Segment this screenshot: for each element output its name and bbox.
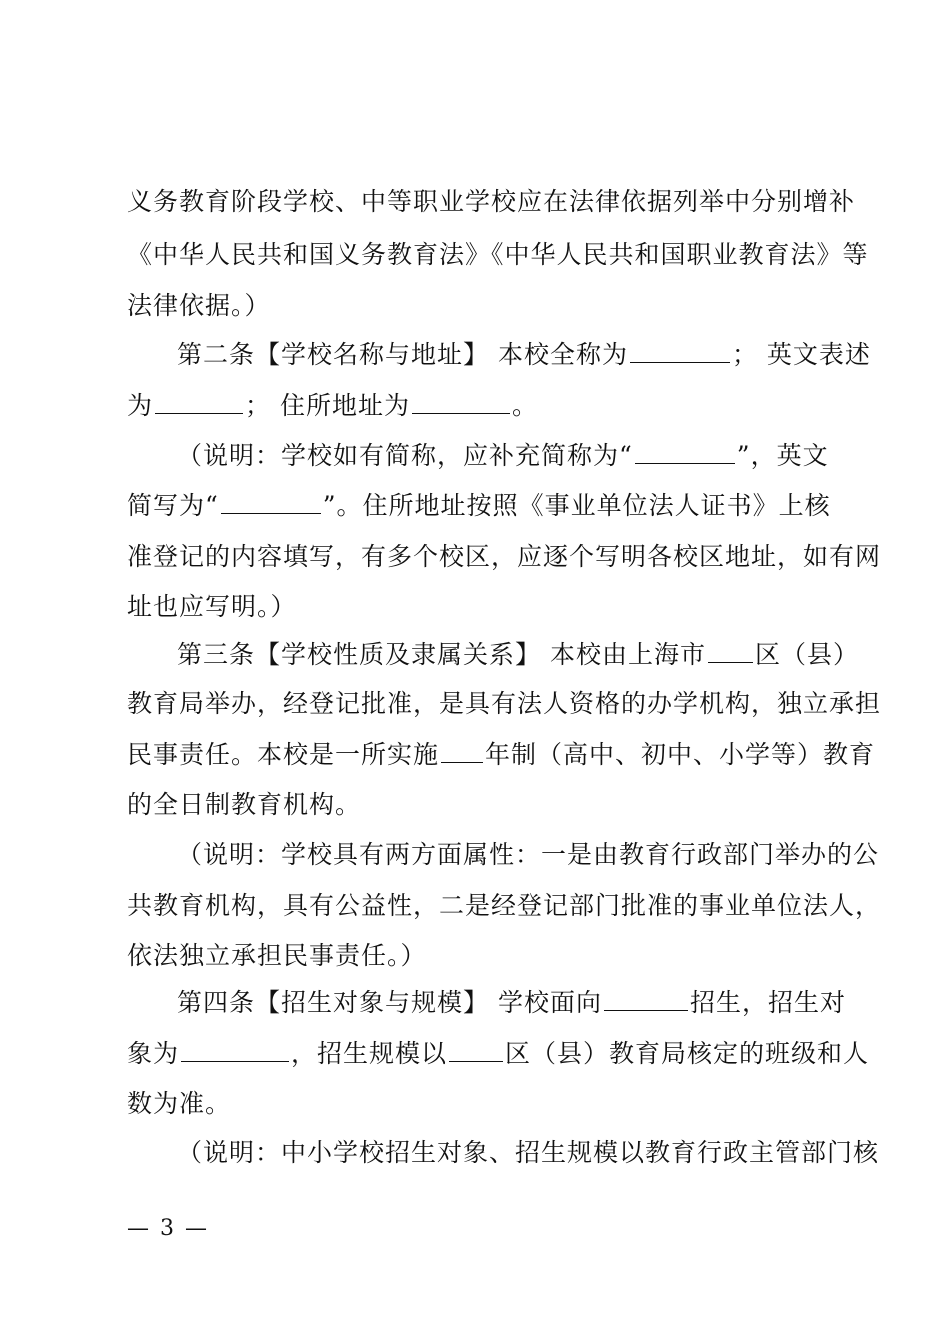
note-line: 共教育机构，具有公益性，二是经登记部门批准的事业单位法人，	[127, 891, 882, 920]
article-3-heading: 第三条【学校性质及隶属关系】 本校由上海市 区（县）	[177, 640, 859, 669]
note-line: （说明：中小学校招生对象、招生规模以教育行政主管部门核	[177, 1138, 880, 1167]
page-number: — 3 —	[127, 1216, 209, 1241]
blank-field	[221, 491, 321, 514]
text-line: 的全日制教育机构。	[127, 790, 362, 819]
article-4-heading: 第四条【招生对象与规模】 学校面向 招生，招生对	[177, 988, 846, 1017]
note-line: 简写为“ ”。住所地址按照《事业单位法人证书》上核	[127, 491, 831, 520]
text-line: 象为 ，招生规模以 区（县）教育局核定的班级和人	[127, 1039, 870, 1068]
text-line: 为 ； 住所地址为 。	[127, 391, 538, 420]
blank-field	[181, 1039, 289, 1062]
text-line: 《中华人民共和国义务教育法》《中华人民共和国职业教育法》等	[127, 240, 869, 269]
text-line: 数为准。	[127, 1089, 232, 1118]
text-line: 法律依据。）	[127, 291, 271, 320]
note-line: 依法独立承担民事责任。）	[127, 941, 427, 970]
note-line: 址也应写明。）	[127, 592, 297, 621]
text-line: 义务教育阶段学校、中等职业学校应在法律依据列举中分别增补	[127, 187, 856, 216]
text-line: 民事责任。本校是一所实施 年制（高中、初中、小学等）教育	[127, 740, 876, 769]
blank-field	[635, 441, 735, 464]
article-2-heading: 第二条【学校名称与地址】 本校全称为 ； 英文表述	[177, 340, 871, 369]
text-line: 教育局举办，经登记批准，是具有法人资格的办学机构，独立承担	[127, 689, 882, 718]
blank-field	[412, 391, 510, 414]
note-line: （说明：学校具有两方面属性：一是由教育行政部门举办的公	[177, 840, 880, 869]
blank-field	[708, 640, 753, 663]
note-line: （说明：学校如有简称，应补充简称为“ ”，英文	[177, 441, 829, 470]
blank-field	[155, 391, 243, 414]
note-line: 准登记的内容填写，有多个校区，应逐个写明各校区地址，如有网	[127, 542, 882, 571]
blank-field	[604, 988, 688, 1011]
blank-field	[630, 340, 730, 363]
blank-field	[441, 740, 483, 763]
blank-field	[449, 1039, 503, 1062]
